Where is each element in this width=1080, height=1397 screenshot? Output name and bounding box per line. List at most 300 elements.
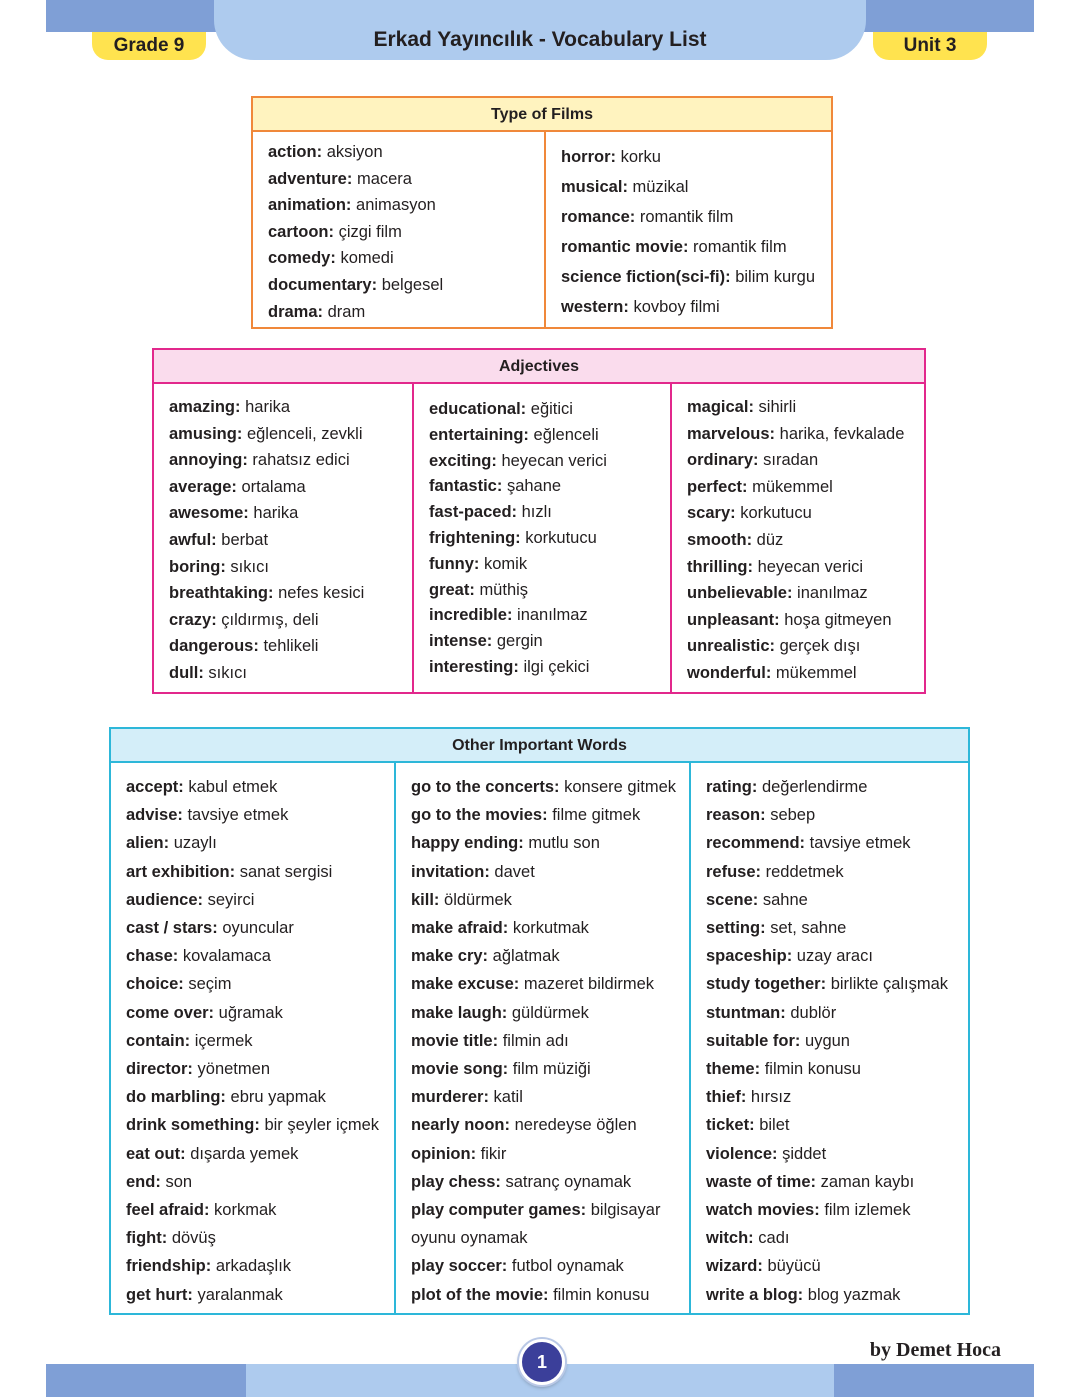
vocab-meaning: futbol oynamak xyxy=(511,1257,624,1276)
vocab-meaning: blog yazmak xyxy=(807,1285,901,1304)
vocab-term: annoying: xyxy=(169,451,248,470)
vocab-entry xyxy=(126,858,394,886)
vocab-entry xyxy=(126,1083,394,1111)
vocab-entry xyxy=(429,449,670,475)
vocab-meaning: satranç oynamak xyxy=(505,1172,632,1191)
vocab-meaning: romantik film xyxy=(693,238,787,256)
adjectives-body xyxy=(154,384,924,692)
vocab-term: thief: xyxy=(706,1088,747,1107)
vocab-meaning: belgesel xyxy=(381,275,444,294)
vocab-entry xyxy=(169,394,412,421)
vocab-entry xyxy=(411,1027,689,1055)
vocab-meaning: oyunu oynamak xyxy=(411,1229,528,1248)
footer-band-right xyxy=(834,1364,1034,1397)
vocab-entry xyxy=(126,914,394,942)
vocab-meaning: katil xyxy=(493,1088,523,1107)
vocab-meaning: kabul etmek xyxy=(188,778,278,796)
vocab-meaning: hoşa gitmeyen xyxy=(784,610,892,629)
vocab-entry xyxy=(687,633,924,660)
adjectives-column xyxy=(670,384,924,692)
vocab-term: exciting: xyxy=(429,451,497,470)
vocab-entry xyxy=(411,970,689,998)
vocab-entry xyxy=(126,1252,394,1280)
vocab-entry xyxy=(706,1111,968,1139)
vocab-entry xyxy=(126,1281,394,1309)
vocab-entry xyxy=(268,299,544,326)
vocab-term: smooth: xyxy=(687,530,753,549)
vocab-entry xyxy=(429,526,670,552)
vocab-meaning: bilgisayar xyxy=(590,1201,661,1220)
vocab-meaning: şiddet xyxy=(782,1144,827,1163)
vocab-entry xyxy=(169,447,412,474)
vocab-entry xyxy=(706,801,968,829)
vocab-term: scene: xyxy=(706,890,759,909)
vocab-meaning: tavsiye etmek xyxy=(809,834,911,853)
other-important-words-body xyxy=(111,763,968,1313)
vocab-term: make laugh: xyxy=(411,1003,508,1022)
vocab-term: witch: xyxy=(706,1229,754,1248)
vocab-term: go to the movies: xyxy=(411,806,548,825)
vocab-meaning: harika xyxy=(245,398,291,416)
vocab-entry xyxy=(706,999,968,1027)
vocab-entry xyxy=(706,773,968,801)
vocab-term: intense: xyxy=(429,632,493,651)
vocab-term: wonderful: xyxy=(687,663,772,682)
vocab-term: invitation: xyxy=(411,862,490,881)
vocab-entry xyxy=(706,829,968,857)
vocab-meaning: dışarda yemek xyxy=(190,1144,299,1163)
vocab-entry xyxy=(411,1111,689,1139)
vocab-meaning: seyirci xyxy=(207,890,255,909)
vocab-meaning: ebru yapmak xyxy=(230,1088,326,1107)
vocab-entry xyxy=(411,1224,689,1252)
vocab-entry xyxy=(268,139,544,166)
vocab-entry xyxy=(706,1027,968,1055)
vocab-term: eat out: xyxy=(126,1144,186,1163)
vocab-meaning: set, sahne xyxy=(770,919,847,938)
vocab-term: murderer: xyxy=(411,1088,489,1107)
vocab-meaning: tehlikeli xyxy=(263,637,319,656)
vocab-entry xyxy=(169,633,412,660)
vocab-meaning: büyücü xyxy=(767,1257,821,1276)
vocab-meaning: öldürmek xyxy=(444,890,512,909)
vocab-term: reason: xyxy=(706,806,766,825)
vocab-entry xyxy=(706,1055,968,1083)
vocab-meaning: müzikal xyxy=(632,178,689,196)
vocab-term: drink something: xyxy=(126,1116,260,1135)
vocab-meaning: sebep xyxy=(770,806,816,825)
vocab-entry xyxy=(411,1196,689,1224)
vocab-meaning: sıradan xyxy=(763,451,819,470)
vocab-meaning: romantik film xyxy=(639,208,734,226)
vocab-meaning: birlikte çalışmak xyxy=(830,975,949,994)
vocab-entry xyxy=(126,1055,394,1083)
vocab-meaning: korkutucu xyxy=(740,504,812,523)
vocab-entry xyxy=(126,1196,394,1224)
vocab-meaning: neredeyse öğlen xyxy=(514,1116,637,1135)
vocab-entry xyxy=(169,474,412,501)
vocab-term: kill: xyxy=(411,890,440,909)
vocab-entry xyxy=(687,554,924,581)
vocab-meaning: eğlenceli, zevkli xyxy=(246,424,363,443)
vocab-meaning: uğramak xyxy=(218,1003,283,1022)
vocab-meaning: çıldırmış, deli xyxy=(221,610,319,629)
vocab-term: violence: xyxy=(706,1144,778,1163)
vocab-meaning: bir şeyler içmek xyxy=(264,1116,380,1135)
vocab-entry xyxy=(706,886,968,914)
vocab-term: setting: xyxy=(706,919,766,938)
vocab-meaning: eğitici xyxy=(530,400,573,418)
vocab-meaning: inanılmaz xyxy=(797,584,868,603)
vocab-term: amazing: xyxy=(169,398,241,416)
vocab-entry xyxy=(706,1224,968,1252)
vocab-entry xyxy=(169,607,412,634)
vocab-entry xyxy=(429,629,670,655)
vocab-entry xyxy=(411,999,689,1027)
vocab-meaning: düz xyxy=(756,530,784,549)
vocab-meaning: dövüş xyxy=(171,1229,216,1248)
vocab-entry xyxy=(411,1252,689,1280)
other-words-column xyxy=(394,763,689,1313)
vocab-entry xyxy=(411,914,689,942)
vocab-term: marvelous: xyxy=(687,424,776,443)
vocab-meaning: sahne xyxy=(762,890,808,909)
vocab-meaning: yaralanmak xyxy=(197,1285,283,1304)
vocab-meaning: ortalama xyxy=(241,477,306,496)
vocab-term: write a blog: xyxy=(706,1285,804,1304)
vocab-term: friendship: xyxy=(126,1257,212,1276)
vocab-entry xyxy=(411,829,689,857)
vocab-meaning: davet xyxy=(494,862,535,881)
vocab-entry xyxy=(706,1083,968,1111)
vocab-entry xyxy=(706,1252,968,1280)
vocab-term: theme: xyxy=(706,1060,761,1079)
vocab-entry xyxy=(429,603,670,629)
vocab-term: breathtaking: xyxy=(169,584,274,603)
vocab-meaning: şahane xyxy=(506,477,562,496)
vocab-term: amusing: xyxy=(169,424,243,443)
vocab-term: recommend: xyxy=(706,834,806,853)
vocab-term: interesting: xyxy=(429,657,519,676)
vocab-term: cast / stars: xyxy=(126,919,218,938)
vocab-term: wizard: xyxy=(706,1257,763,1276)
vocab-entry xyxy=(429,397,670,423)
vocab-term: western: xyxy=(561,298,629,316)
vocab-entry xyxy=(687,421,924,448)
vocab-term: perfect: xyxy=(687,477,748,496)
vocab-entry xyxy=(411,1083,689,1111)
vocab-meaning: bilim kurgu xyxy=(735,268,815,286)
vocab-entry xyxy=(429,500,670,526)
vocab-meaning: müthiş xyxy=(479,580,529,599)
vocab-entry xyxy=(126,829,394,857)
vocab-term: make afraid: xyxy=(411,919,509,938)
vocab-entry xyxy=(706,914,968,942)
vocab-meaning: cadı xyxy=(758,1229,790,1248)
vocab-entry xyxy=(687,527,924,554)
vocab-term: play computer games: xyxy=(411,1201,587,1220)
vocab-entry xyxy=(411,1055,689,1083)
vocab-entry xyxy=(126,801,394,829)
vocab-meaning: animasyon xyxy=(356,196,436,215)
vocab-term: romantic movie: xyxy=(561,238,689,256)
vocab-meaning: değerlendirme xyxy=(761,778,868,796)
page-title: Erkad Yayıncılık - Vocabulary List xyxy=(373,28,707,51)
vocab-meaning: seçim xyxy=(188,975,232,994)
vocab-meaning: heyecan verici xyxy=(501,451,607,470)
vocab-entry xyxy=(561,202,831,232)
vocab-term: scary: xyxy=(687,504,736,523)
vocab-entry xyxy=(561,262,831,292)
vocab-entry xyxy=(429,474,670,500)
vocab-entry xyxy=(126,1224,394,1252)
vocab-term: make cry: xyxy=(411,947,489,966)
vocab-entry xyxy=(561,232,831,262)
vocab-meaning: hızlı xyxy=(521,503,552,522)
vocab-entry xyxy=(429,423,670,449)
vocab-entry xyxy=(411,942,689,970)
other-words-column xyxy=(689,763,968,1313)
vocab-term: play soccer: xyxy=(411,1257,508,1276)
vocab-entry xyxy=(561,142,831,172)
vocab-entry xyxy=(706,1281,968,1309)
vocab-term: musical: xyxy=(561,178,628,196)
type-of-films-heading: Type of Films xyxy=(253,98,831,132)
vocab-meaning: nefes kesici xyxy=(278,584,365,603)
vocab-entry xyxy=(706,1196,968,1224)
vocab-term: fantastic: xyxy=(429,477,503,496)
vocab-entry xyxy=(411,773,689,801)
vocab-term: director: xyxy=(126,1060,193,1079)
vocab-meaning: hırsız xyxy=(750,1088,792,1107)
vocab-entry xyxy=(411,1281,689,1309)
vocab-term: boring: xyxy=(169,557,226,576)
vocab-entry xyxy=(126,773,394,801)
vocab-term: choice: xyxy=(126,975,184,994)
vocab-term: horror: xyxy=(561,148,616,166)
vocab-entry xyxy=(268,219,544,246)
vocab-meaning: berbat xyxy=(221,530,269,549)
vocab-entry xyxy=(268,166,544,193)
unit-badge: Unit 3 xyxy=(873,32,987,60)
vocab-meaning: inanılmaz xyxy=(517,606,588,625)
vocab-entry xyxy=(706,970,968,998)
vocab-entry xyxy=(429,552,670,578)
vocab-entry xyxy=(126,942,394,970)
vocab-meaning: konsere gitmek xyxy=(564,778,676,796)
vocab-meaning: sıkıcı xyxy=(208,663,247,682)
vocab-entry xyxy=(429,655,670,681)
vocab-term: come over: xyxy=(126,1003,215,1022)
vocab-term: ticket: xyxy=(706,1116,755,1135)
footer-band-left xyxy=(46,1364,246,1397)
adjectives-column xyxy=(154,384,412,692)
vocab-term: accept: xyxy=(126,778,184,796)
vocab-meaning: ağlatmak xyxy=(492,947,560,966)
vocab-term: unrealistic: xyxy=(687,637,776,656)
vocab-entry xyxy=(411,1140,689,1168)
vocab-term: alien: xyxy=(126,834,170,853)
vocab-meaning: sihirli xyxy=(758,398,797,416)
vocab-term: action: xyxy=(268,143,323,161)
vocab-term: frightening: xyxy=(429,528,521,547)
vocab-entry xyxy=(268,272,544,299)
vocab-meaning: harika xyxy=(253,504,299,523)
vocab-term: suitable for: xyxy=(706,1031,801,1050)
vocab-entry xyxy=(126,1027,394,1055)
vocab-meaning: dublör xyxy=(790,1003,837,1022)
vocab-term: opinion: xyxy=(411,1144,477,1163)
vocab-term: entertaining: xyxy=(429,425,529,444)
vocab-meaning: filmin adı xyxy=(502,1031,569,1050)
grade-badge: Grade 9 xyxy=(92,32,206,60)
vocab-term: unpleasant: xyxy=(687,610,780,629)
vocab-meaning: mazeret bildirmek xyxy=(523,975,655,994)
vocab-term: get hurt: xyxy=(126,1285,193,1304)
vocab-meaning: dram xyxy=(327,302,366,321)
vocab-entry xyxy=(169,421,412,448)
vocab-term: rating: xyxy=(706,778,758,796)
author-credit: by Demet Hoca xyxy=(869,1339,1001,1361)
vocab-entry xyxy=(411,858,689,886)
vocab-term: awesome: xyxy=(169,504,249,523)
vocab-entry xyxy=(687,580,924,607)
vocab-entry xyxy=(687,607,924,634)
vocab-meaning: filmin konusu xyxy=(553,1285,650,1304)
vocab-meaning: filmin konusu xyxy=(764,1060,861,1079)
vocab-term: feel afraid: xyxy=(126,1201,210,1220)
vocab-term: awful: xyxy=(169,530,217,549)
vocab-term: thrilling: xyxy=(687,557,753,576)
vocab-entry xyxy=(126,999,394,1027)
vocab-term: incredible: xyxy=(429,606,513,625)
vocab-meaning: zaman kaybı xyxy=(820,1172,915,1191)
vocab-meaning: gergin xyxy=(496,632,543,651)
vocab-term: science fiction(sci-fi): xyxy=(561,268,731,286)
other-important-words-heading: Other Important Words xyxy=(111,729,968,763)
vocab-term: drama: xyxy=(268,302,324,321)
vocab-term: study together: xyxy=(706,975,827,994)
vocab-meaning: tavsiye etmek xyxy=(187,806,289,825)
vocab-entry xyxy=(126,1111,394,1139)
vocab-entry xyxy=(126,970,394,998)
type-of-films-body xyxy=(253,132,831,327)
vocab-term: make excuse: xyxy=(411,975,520,994)
films-column xyxy=(544,132,831,327)
vocab-entry xyxy=(169,527,412,554)
vocab-term: crazy: xyxy=(169,610,217,629)
other-words-column xyxy=(111,763,394,1313)
vocab-term: dull: xyxy=(169,663,204,682)
vocab-term: dangerous: xyxy=(169,637,259,656)
vocab-term: great: xyxy=(429,580,475,599)
vocab-term: end: xyxy=(126,1172,161,1191)
vocab-entry xyxy=(126,1168,394,1196)
vocab-entry xyxy=(126,886,394,914)
vocab-meaning: güldürmek xyxy=(511,1003,589,1022)
vocab-term: movie title: xyxy=(411,1031,499,1050)
vocab-meaning: korku xyxy=(620,148,661,166)
page-number-badge: 1 xyxy=(519,1339,565,1385)
vocab-meaning: ilgi çekici xyxy=(523,657,590,676)
vocab-term: art exhibition: xyxy=(126,862,236,881)
vocab-term: audience: xyxy=(126,890,204,909)
vocab-entry xyxy=(687,394,924,421)
vocab-entry xyxy=(268,245,544,272)
vocab-meaning: oyuncular xyxy=(222,919,294,938)
vocab-term: refuse: xyxy=(706,862,762,881)
vocab-term: funny: xyxy=(429,554,480,573)
vocab-term: unbelievable: xyxy=(687,584,793,603)
vocab-entry xyxy=(126,1140,394,1168)
vocab-term: advise: xyxy=(126,806,183,825)
films-column xyxy=(253,132,544,327)
vocab-term: cartoon: xyxy=(268,222,334,241)
vocab-meaning: komik xyxy=(484,554,528,573)
vocab-entry xyxy=(169,554,412,581)
vocab-term: play chess: xyxy=(411,1172,501,1191)
vocab-term: educational: xyxy=(429,400,527,418)
vocab-meaning: harika, fevkalade xyxy=(779,424,905,443)
vocab-meaning: sanat sergisi xyxy=(239,862,333,881)
vocab-term: comedy: xyxy=(268,249,336,268)
vocab-term: animation: xyxy=(268,196,352,215)
vocab-term: magical: xyxy=(687,398,754,416)
vocab-entry xyxy=(687,660,924,687)
vocab-meaning: kovalamaca xyxy=(182,947,271,966)
vocab-meaning: gerçek dışı xyxy=(779,637,861,656)
vocab-meaning: film izlemek xyxy=(824,1201,911,1220)
vocab-meaning: yönetmen xyxy=(197,1060,270,1079)
vocab-entry xyxy=(169,660,412,687)
vocab-meaning: mutlu son xyxy=(528,834,600,853)
vocab-meaning: içermek xyxy=(194,1031,253,1050)
vocab-meaning: korkmak xyxy=(214,1201,277,1220)
vocab-meaning: uygun xyxy=(805,1031,850,1050)
vocab-meaning: korkutucu xyxy=(525,528,597,547)
vocab-term: fight: xyxy=(126,1229,168,1248)
vocab-term: documentary: xyxy=(268,275,378,294)
vocab-meaning: rahatsız edici xyxy=(252,451,350,470)
vocab-meaning: fikir xyxy=(480,1144,507,1163)
vocab-entry xyxy=(561,292,831,322)
vocab-meaning: mükemmel xyxy=(752,477,833,496)
vocab-entry xyxy=(706,1168,968,1196)
vocab-entry xyxy=(429,578,670,604)
vocab-term: plot of the movie: xyxy=(411,1285,549,1304)
vocab-term: waste of time: xyxy=(706,1172,817,1191)
vocab-meaning: son xyxy=(165,1172,193,1191)
vocab-term: romance: xyxy=(561,208,636,226)
vocab-entry xyxy=(687,447,924,474)
vocab-meaning: uzaylı xyxy=(173,834,217,853)
vocab-term: watch movies: xyxy=(706,1201,820,1220)
vocab-term: fast-paced: xyxy=(429,503,518,522)
vocab-meaning: film müziği xyxy=(512,1060,591,1079)
vocab-entry xyxy=(687,474,924,501)
vocab-meaning: arkadaşlık xyxy=(215,1257,292,1276)
vocab-meaning: kovboy filmi xyxy=(633,298,720,316)
vocab-term: stuntman: xyxy=(706,1003,786,1022)
vocab-term: contain: xyxy=(126,1031,191,1050)
vocab-entry xyxy=(268,192,544,219)
vocab-entry xyxy=(706,1140,968,1168)
vocab-term: chase: xyxy=(126,947,179,966)
other-important-words-box xyxy=(109,727,970,1315)
vocab-meaning: eğlenceli xyxy=(533,425,599,444)
vocab-term: do marbling: xyxy=(126,1088,226,1107)
vocab-term: average: xyxy=(169,477,237,496)
